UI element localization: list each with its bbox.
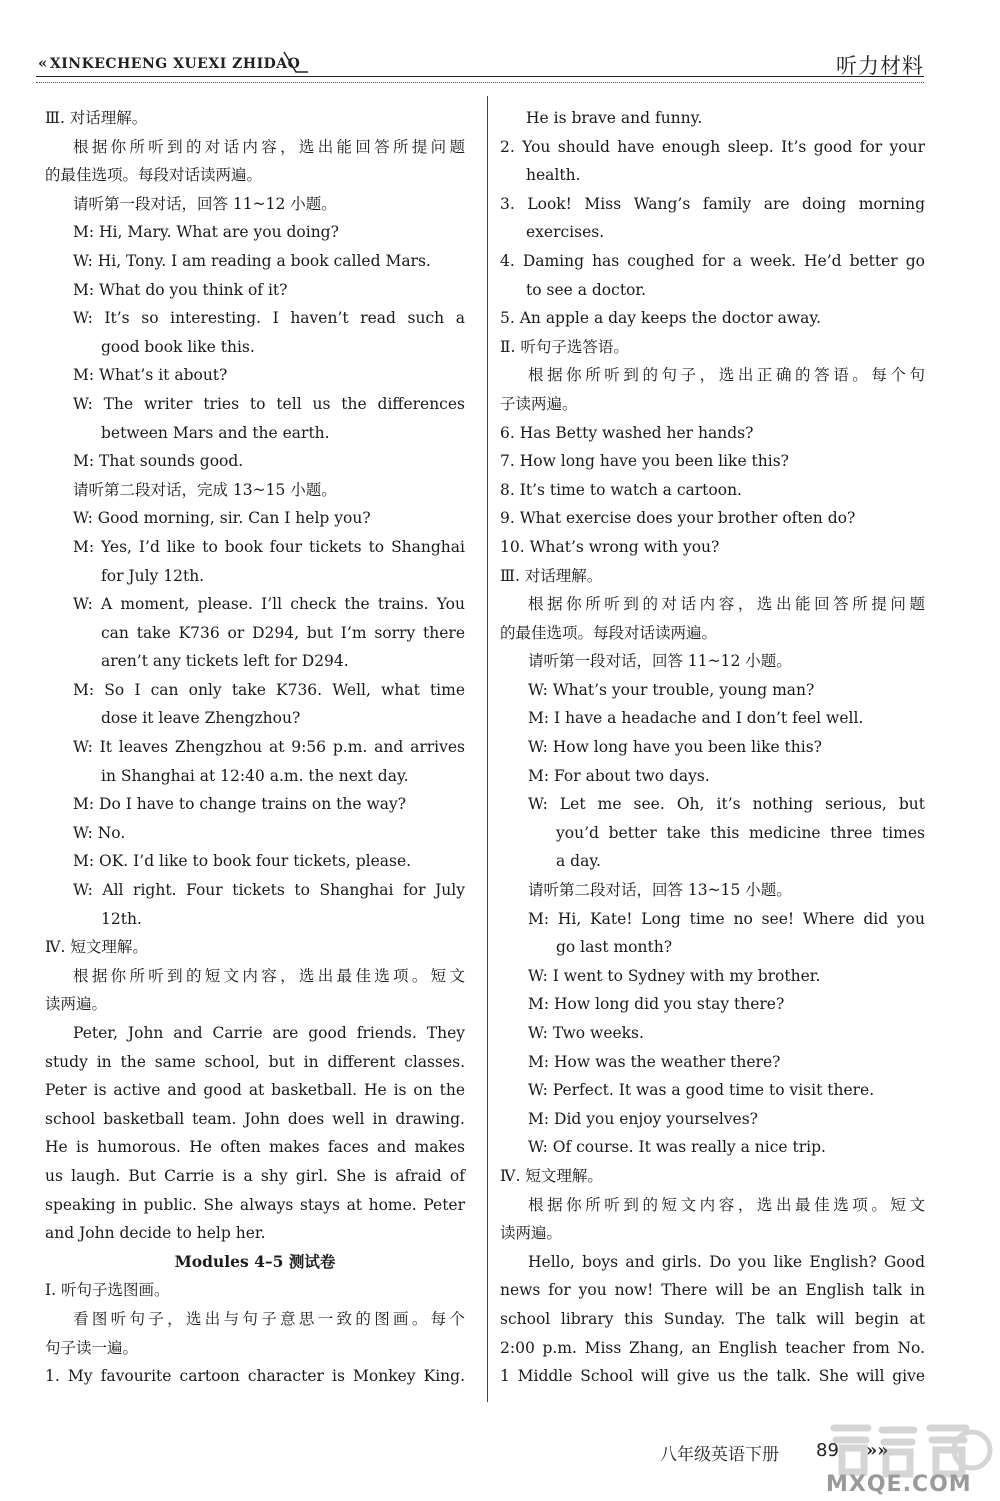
series-brand [38,54,300,72]
left-text-line: for July 12th. [101,566,205,585]
left-text-line: M: What do you think of it? [73,280,288,299]
left-text-line: speaking in public. She always stays at home. Peter [45,1195,465,1214]
left-text-line: 根据你所听到的对话内容，选出能回答所提问题 [73,137,465,156]
left-text-line: 的最佳选项。每段对话读两遍。 [45,166,263,185]
right-text-line: a day. [556,852,601,871]
book-title: 八年级英语下册 [660,1445,779,1465]
right-column [500,104,925,1391]
left-text-line: Peter is active and good at basketball. He is on the [45,1081,465,1100]
left-text-line: aren’t any tickets left for D294. [101,652,349,671]
left-text-line: M: So I can only take K736. Well, what time [73,680,465,699]
right-text-line: news for you now! There will be an English talk in [500,1281,925,1300]
right-text-line: 的最佳选项。每段对话读两遍。 [500,623,718,642]
left-text-line: in Shanghai at 12:40 a.m. the next day. [101,766,409,785]
left-text-line: 句子读一遍。 [45,1338,139,1357]
right-text-line: 读两遍。 [500,1224,563,1243]
right-text-line: W: How long have you been like this? [528,738,822,757]
double-chevron-right-icon: »» [866,1440,889,1461]
page-number: 89 [816,1440,839,1461]
right-text-line: Ⅲ. 对话理解。 [500,566,603,585]
left-text-line: W: Good morning, sir. Can I help you? [73,509,371,528]
right-text-line: go last month? [556,938,673,957]
left-text-line: study in the same school, but in different classes. [45,1052,465,1071]
right-text-line: 2:00 p.m. Miss Zhang, an English teacher from No. [500,1338,925,1357]
header-dotted-rule [36,82,924,83]
right-text-line: M: For about two days. [528,766,710,785]
right-text-line: W: Two weeks. [528,1024,644,1042]
series-name: XINKECHENG XUEXI ZHIDAO [49,56,301,72]
left-text-line: W: All right. Four tickets to Shanghai for July [73,881,465,900]
right-text-line: W: I went to Sydney with my brother. [528,966,821,985]
right-text-line: M: How long did you stay there? [528,995,785,1014]
right-text-line: school library this Sunday. The talk will begin at [500,1309,925,1328]
right-text-line: 请听第二段对话，回答 13~15 小题。 [528,881,792,900]
right-text-line: W: What’s your trouble, young man? [528,680,815,699]
left-text-line: between Mars and the earth. [101,423,330,442]
left-text-line: Ⅲ. 对话理解。 [45,109,148,127]
right-text-line: 5. An apple a day keeps the doctor away. [500,309,822,328]
left-text-line: 请听第一段对话，回答 11~12 小题。 [73,194,337,213]
right-text-line: W: Of course. It was really a nice trip. [528,1138,826,1157]
watermark-text: MXQE.COM [826,1472,972,1497]
right-text-line: health. [526,166,581,185]
header-slant-decoration [282,48,308,76]
right-text-line: M: Did you enjoy yourselves? [528,1109,758,1128]
right-text-line: 2. You should have enough sleep. It’s good for your [500,137,925,156]
left-text-line: M: OK. I’d like to book four tickets, please. [73,852,412,871]
right-text-line: He is brave and funny. [526,109,703,127]
right-text-line: 根据你所听到的短文内容，选出最佳选项。短文 [528,1195,925,1214]
right-text-line: 1 Middle School will give us the talk. She will give [500,1367,925,1386]
left-text-line: 看图听句子，选出与句子意思一致的图画。每个 [73,1309,465,1328]
left-text-line: Ⅰ. 听句子选图画。 [45,1281,170,1300]
right-text-line: W: Perfect. It was a good time to visit there. [528,1081,875,1100]
right-text-line: to see a doctor. [526,280,647,299]
right-text-line: exercises. [526,223,605,242]
left-text-line: M: What’s it about? [73,366,228,385]
left-text-line: Modules 4–5 测试卷 [174,1251,336,1271]
left-text-line: Peter, John and Carrie are good friends. They [73,1024,465,1042]
left-text-line: dose it leave Zhengzhou? [101,709,301,728]
right-text-line: M: How was the weather there? [528,1052,781,1071]
left-text-line: He is humorous. He often makes faces and makes [45,1138,465,1157]
left-text-line: and John decide to help her. [45,1224,266,1243]
right-text-line: 3. Look! Miss Wang’s family are doing morning [500,194,925,213]
right-text-line: you’d better take this medicine three times [556,823,925,842]
right-text-line: 子读两遍。 [500,394,578,413]
left-text-line: W: A moment, please. I’ll check the trains. You [73,595,465,614]
right-text-line: 7. How long have you been like this? [500,452,789,471]
left-text-line: W: Hi, Tony. I am reading a book called Mars. [73,251,431,270]
right-text-line: Ⅳ. 短文理解。 [500,1166,603,1185]
left-text-line: good book like this. [101,337,255,356]
right-text-line: M: I have a headache and I don’t feel well. [528,709,864,728]
right-text-line: 4. Daming has coughed for a week. He’d better go [500,251,925,270]
header-rule [36,76,924,77]
left-text-line: 请听第二段对话，完成 13~15 小题。 [73,480,337,499]
left-text-line: Ⅳ. 短文理解。 [45,938,148,957]
right-text-line: W: Let me see. Oh, it’s nothing serious, but [528,795,925,814]
right-text-line: 根据你所听到的对话内容，选出能回答所提问题 [528,595,925,614]
left-text-line: M: Do I have to change trains on the way? [73,795,407,814]
left-text-line: 根据你所听到的短文内容，选出最佳选项。短文 [73,966,465,985]
page-header [36,48,924,88]
left-text-line: W: It’s so interesting. I haven’t read such a [73,309,465,328]
right-text-line: Hello, boys and girls. Do you like English? Good [528,1252,925,1271]
left-text-line: M: Hi, Mary. What are you doing? [73,223,339,242]
left-column [45,104,465,1391]
left-text-line: W: No. [73,823,126,842]
section-title: 听力材料 [836,54,924,78]
left-text-line: 12th. [101,909,142,928]
left-text-line: school basketball team. John does well in drawing. [45,1109,465,1128]
right-text-line: 9. What exercise does your brother often do? [500,509,856,528]
right-text-line: 请听第一段对话，回答 11~12 小题。 [528,652,792,671]
right-text-line: 根据你所听到的句子，选出正确的答语。每个句 [528,366,925,385]
double-chevron-left-icon: « [38,54,48,72]
right-text-line: M: Hi, Kate! Long time no see! Where did you [528,909,925,928]
left-text-line: M: That sounds good. [73,452,244,471]
right-text-line: 8. It’s time to watch a cartoon. [500,480,742,499]
column-divider [487,96,488,1402]
left-text-line: can take K736 or D294, but I’m sorry there [101,623,465,642]
right-text-line: 10. What’s wrong with you? [500,537,720,556]
left-text-line: W: It leaves Zhengzhou at 9:56 p.m. and arrives [73,738,465,757]
right-text-line: 6. Has Betty washed her hands? [500,423,754,442]
left-text-line: M: Yes, I’d like to book four tickets to Shanghai [73,537,465,556]
left-text-line: us laugh. But Carrie is a shy girl. She is afraid of [45,1166,465,1185]
left-text-line: 1. My favourite cartoon character is Monkey King. [45,1367,465,1386]
left-text-line: 读两遍。 [45,995,108,1014]
left-text-line: W: The writer tries to tell us the differences [73,394,465,413]
right-text-line: Ⅱ. 听句子选答语。 [500,337,629,356]
